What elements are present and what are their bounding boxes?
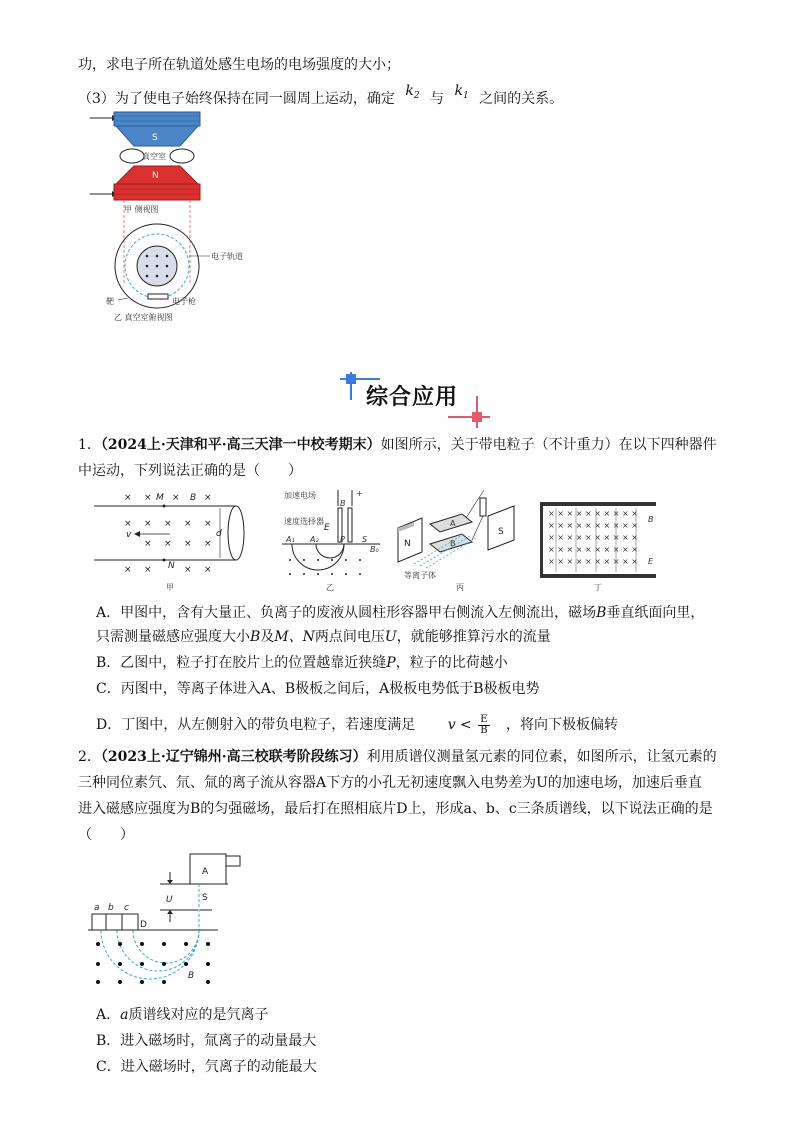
- svg-text:× × × × × × × × × ×: × × × × × × × × × ×: [548, 509, 638, 518]
- q2-option-c: C．进入磁场时，氕离子的动能最大: [96, 1059, 317, 1075]
- q1-stem-line1: 1．（2024上·天津和平·高三天津一中校考期末）如图所示，关于带电粒子（不计重力）在以下四种器件: [78, 437, 717, 453]
- svg-text:B: B: [340, 499, 346, 508]
- svg-text:×: ×: [144, 493, 152, 503]
- svg-text:S: S: [498, 527, 504, 537]
- q2-source: （2023上·辽宁锦州·高三校联考阶段练习）: [100, 749, 367, 765]
- svg-text:A₁: A₁: [286, 535, 295, 544]
- svg-text:B₀: B₀: [370, 545, 379, 554]
- q1-option-d: D．丁图中，从左侧射入的带负电粒子，若速度满足 v < $\frac{E}{B}$ ，将向下极板偏转: [96, 713, 618, 736]
- svg-text:S: S: [202, 893, 208, 903]
- gun-label: 电子枪: [172, 297, 196, 306]
- svg-text:S: S: [152, 133, 158, 143]
- target-label: 靶: [106, 297, 114, 306]
- figure-ding: [536, 500, 660, 592]
- q1-option-a-line1: A．甲图中，含有大量正、负离子的废液从圆柱形容器甲右侧流入左侧流出，磁场B垂直纸面向里，: [96, 605, 705, 621]
- svg-text:M: M: [156, 493, 164, 503]
- section-title: [340, 372, 490, 422]
- svg-text:A₂: A₂: [310, 535, 319, 544]
- fraction-e-over-b: $\frac{E}{B}$: [480, 713, 488, 736]
- svg-text:×: ×: [164, 519, 172, 529]
- q2-option-a: A．a质谱线对应的是氕离子: [96, 1007, 269, 1023]
- svg-text:B: B: [450, 539, 456, 548]
- svg-text:S: S: [362, 535, 368, 544]
- q1-stem-line2: 中运动，下列说法正确的是（ ）: [78, 463, 302, 479]
- n-pole-magnet: [114, 166, 200, 200]
- svg-text:v: v: [126, 530, 132, 540]
- q1-option-b: B．乙图中，粒子打在胶片上的位置越靠近狭缝P，粒子的比荷越小: [96, 655, 508, 671]
- track-label: 电子轨道: [211, 252, 243, 261]
- svg-text:×: ×: [172, 493, 180, 503]
- svg-text:d: d: [216, 529, 222, 539]
- svg-text:B: B: [190, 493, 197, 503]
- svg-text:B: B: [648, 515, 654, 524]
- caption-yi: 乙: [326, 583, 334, 592]
- k1-symbol: $k_1$: [454, 83, 469, 101]
- svg-text:×: ×: [204, 565, 212, 575]
- vacuum-label: 真空室: [142, 152, 166, 161]
- q2-stem-line4: （ ）: [78, 827, 134, 843]
- caption-bing: 丙: [456, 583, 464, 592]
- svg-text:×: ×: [124, 565, 132, 575]
- and-word: 与: [430, 91, 445, 107]
- svg-text:a: a: [94, 903, 100, 913]
- svg-text:× × × × × × × × × ×: × × × × × × × × × ×: [548, 545, 638, 554]
- svg-text:速度选择器: 速度选择器: [284, 517, 324, 526]
- q2-stem-line3: 进入磁感应强度为B的匀强磁场，最后打在照相底片D上，形成a、b、c三条质谱线，以下说法正确的是: [78, 801, 713, 817]
- svg-text:× × × × × × × × × ×: × × × × × × × × × ×: [548, 533, 638, 542]
- q3-suffix: 之间的关系。: [479, 91, 564, 107]
- svg-text:×: ×: [184, 565, 192, 575]
- svg-text:P: P: [340, 535, 345, 544]
- figure-bing: [394, 488, 524, 592]
- svg-text:E: E: [648, 557, 654, 566]
- betatron-figure: [90, 108, 290, 328]
- caption-ding: 丁: [594, 583, 602, 592]
- svg-text:×: ×: [184, 539, 192, 549]
- svg-text:B: B: [188, 971, 195, 981]
- svg-text:×: ×: [204, 539, 212, 549]
- text-line-1: 功，求电子所在轨道处感生电场的电场强度的大小；: [78, 57, 400, 73]
- svg-text:加速电场: 加速电场: [284, 491, 316, 500]
- caption-jia: 甲: [166, 583, 174, 592]
- svg-text:N: N: [152, 171, 159, 181]
- top-view-caption: 乙 真空室俯视图: [114, 313, 173, 322]
- svg-text:×: ×: [184, 519, 192, 529]
- svg-text:×: ×: [204, 493, 212, 503]
- svg-text:× × × × × × × × × ×: × × × × × × × × × ×: [548, 557, 638, 566]
- svg-text:× × × × × × × × × ×: × × × × × × × × × ×: [548, 521, 638, 530]
- svg-text:U: U: [166, 895, 173, 905]
- svg-text:c: c: [124, 903, 129, 913]
- svg-text:A: A: [450, 519, 456, 528]
- q2-option-b: B．进入磁场时，氚离子的动量最大: [96, 1033, 317, 1049]
- svg-text:N: N: [404, 539, 411, 549]
- side-view-caption: 甲 侧视图: [124, 205, 159, 214]
- svg-text:A: A: [202, 867, 209, 877]
- svg-text:+: +: [356, 489, 363, 498]
- figure-yi: [282, 488, 382, 592]
- k2-symbol: $k_2$: [405, 83, 420, 101]
- svg-text:D: D: [140, 920, 147, 930]
- q1-source: （2024上·天津和平·高三天津一中校考期末）: [100, 437, 381, 453]
- svg-text:E: E: [324, 523, 330, 533]
- q2-stem-line2: 三种同位素氕、氘、氚的离子流从容器A下方的小孔无初速度飘入电势差为U的加速电场，加速后垂直: [78, 775, 702, 791]
- q3-prefix: （3）为了使电子始终保持在同一圆周上运动，确定: [78, 91, 395, 107]
- q2-stem-line1: 2．（2023上·辽宁锦州·高三校联考阶段练习）利用质谱仪测量氢元素的同位素，如图所示，让氢元素的: [78, 749, 717, 765]
- svg-text:×: ×: [144, 519, 152, 529]
- svg-text:×: ×: [144, 539, 152, 549]
- svg-text:等离子体: 等离子体: [404, 571, 436, 580]
- svg-text:×: ×: [164, 539, 172, 549]
- q1-option-c: C．丙图中，等离子体进入A、B极板之间后，A极板电势低于B极板电势: [96, 681, 540, 697]
- svg-text:×: ×: [124, 493, 132, 503]
- section-title-text: 综合应用: [366, 385, 459, 410]
- figure-jia: [94, 488, 252, 592]
- svg-text:×: ×: [144, 565, 152, 575]
- svg-text:×: ×: [124, 519, 132, 529]
- s-pole-magnet: [114, 112, 200, 146]
- svg-text:b: b: [108, 903, 114, 913]
- svg-text:N: N: [168, 561, 175, 571]
- svg-text:×: ×: [204, 519, 212, 529]
- mass-spectrometer-figure: [88, 852, 248, 988]
- q1-option-a-line2: 只需测量磁感应强度大小B及M、N两点间电压U，就能够推算污水的流量: [96, 629, 551, 645]
